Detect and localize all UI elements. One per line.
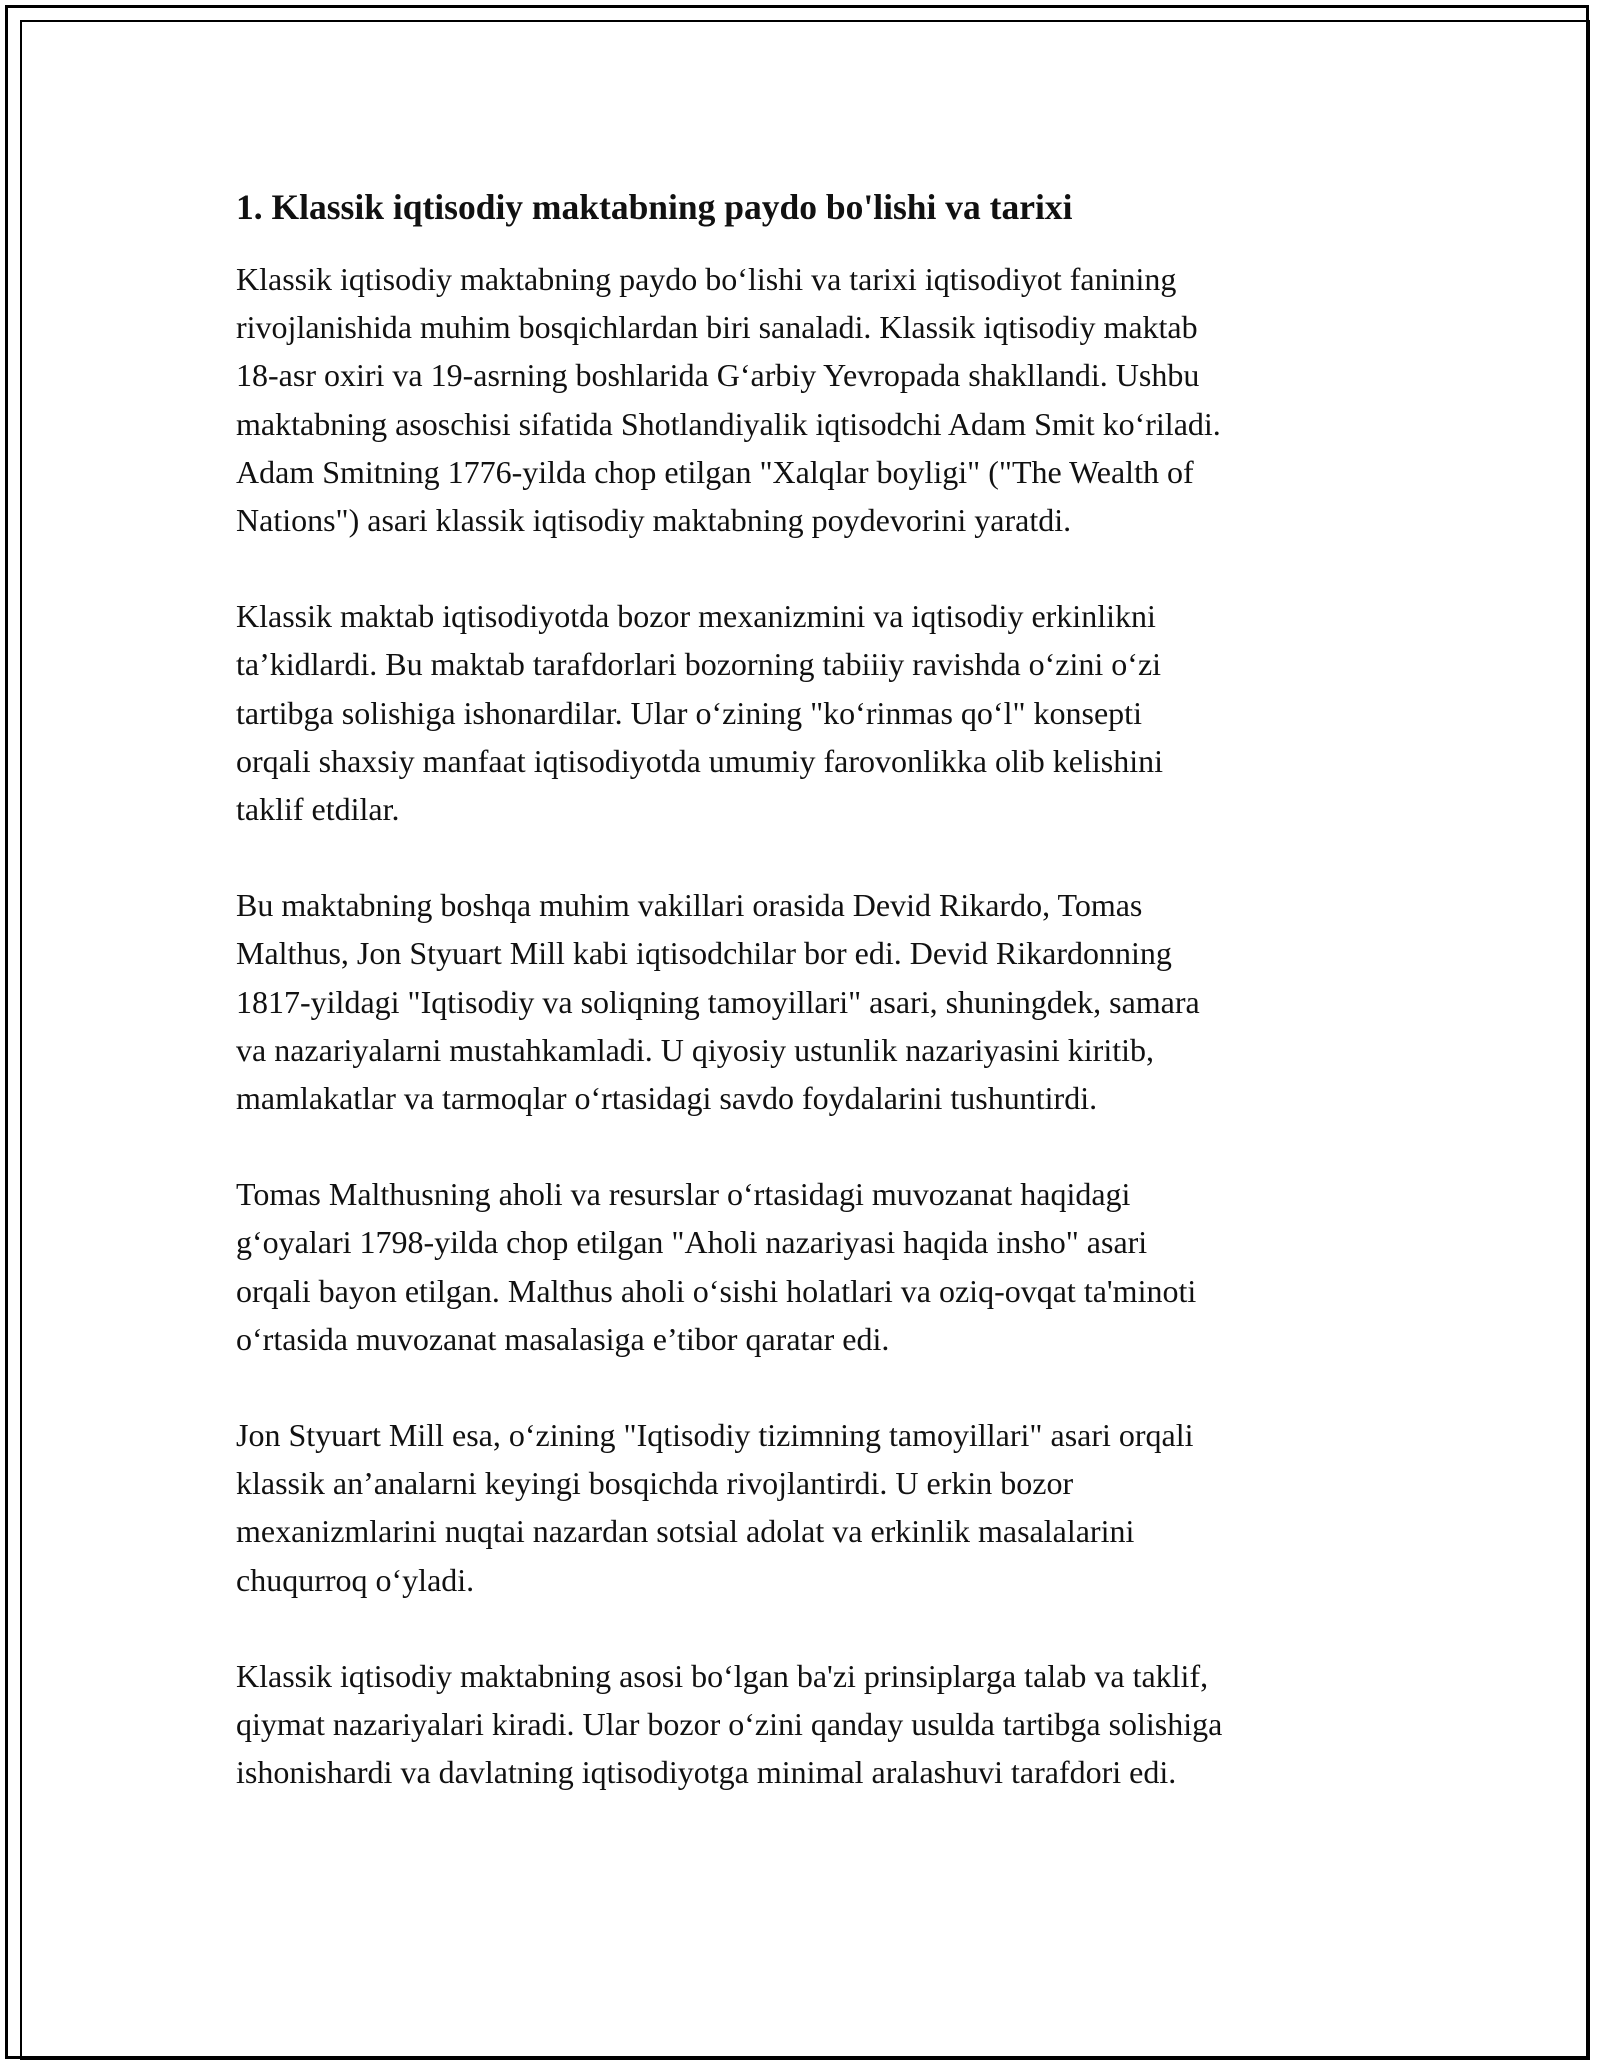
paragraph-3: Bu maktabning boshqa muhim vakillari orasida Devid Rikardo, Tomas Malthus, Jon Styuart Mill kabi iqtisodchilar bor edi. Devid Rikardonning 1817-yildagi "Iqtisodiy va soliqning tamoyillari" asari, shuningdek, samara va nazariyalarni mustahkamladi. U qiyosiy ustunlik nazariyasini kiritib, mamlakatlar va tarmoqlar o‘rtasidagi savdo foydalarini tushuntirdi. (236, 887, 1200, 1117)
paragraph-2: Klassik maktab iqtisodiyotda bozor mexanizmini va iqtisodiy erkinlikni ta’kidlardi. Bu maktab tarafdorlari bozorning tabiiiy ravishda o‘zini o‘zi tartibga solishiga ishonardilar. Ular o‘zining "ko‘rinmas qo‘l" konsepti orqali shaxsiy manfaat iqtisodiyotda umumiy farovonlikka olib kelishini taklif etdilar. (236, 598, 1163, 828)
paragraph-6: Klassik iqtisodiy maktabning asosi bo‘lgan ba'zi prinsiplarga talab va taklif, qiymat nazariyalari kiradi. Ular bozor o‘zini qanday usulda tartibga solishiga ishonishardi va davlatning iqtisodiyotga minimal aralashuvi tarafdori edi. (236, 1657, 1223, 1791)
paragraph-4: Tomas Malthusning aholi va resurslar o‘rtasidagi muvozanat haqidagi g‘oyalari 1798-yilda chop etilgan "Aholi nazariyasi haqida insho" asari orqali bayon etilgan. Malthus aholi o‘sishi holatlari va oziq-ovqat ta'minoti o‘rtasida muvozanat masalasiga e’tibor qaratar edi. (236, 1176, 1197, 1357)
document-body (236, 180, 1396, 1844)
paragraph-1: Klassik iqtisodiy maktabning paydo bo‘lishi va tarixi iqtisodiyot fanining rivojlanishida muhim bosqichlardan biri sanaladi. Klassik iqtisodiy maktab 18-asr oxiri va 19-asrning boshlarida G‘arbiy Yevropada shakllandi. Ushbu maktabning asoschisi sifatida Shotlandiyalik iqtisodchi Adam Smit ko‘riladi. Adam Smitning 1776-yilda chop etilgan "Xalqlar boyligi" ("The Wealth of Nations") asari klassik iqtisodiy maktabning poydevorini yaratdi. (236, 261, 1221, 539)
paragraph-5: Jon Styuart Mill esa, o‘zining "Iqtisodiy tizimning tamoyillari" asari orqali klassik an’analarni keyingi bosqichda rivojlantirdi. U erkin bozor mexanizmlarini nuqtai nazardan sotsial adolat va erkinlik masalalarini chuqurroq o‘yladi. (236, 1417, 1194, 1598)
section-heading: 1. Klassik iqtisodiy maktabning paydo bo'lishi va tarixi (236, 187, 1073, 227)
